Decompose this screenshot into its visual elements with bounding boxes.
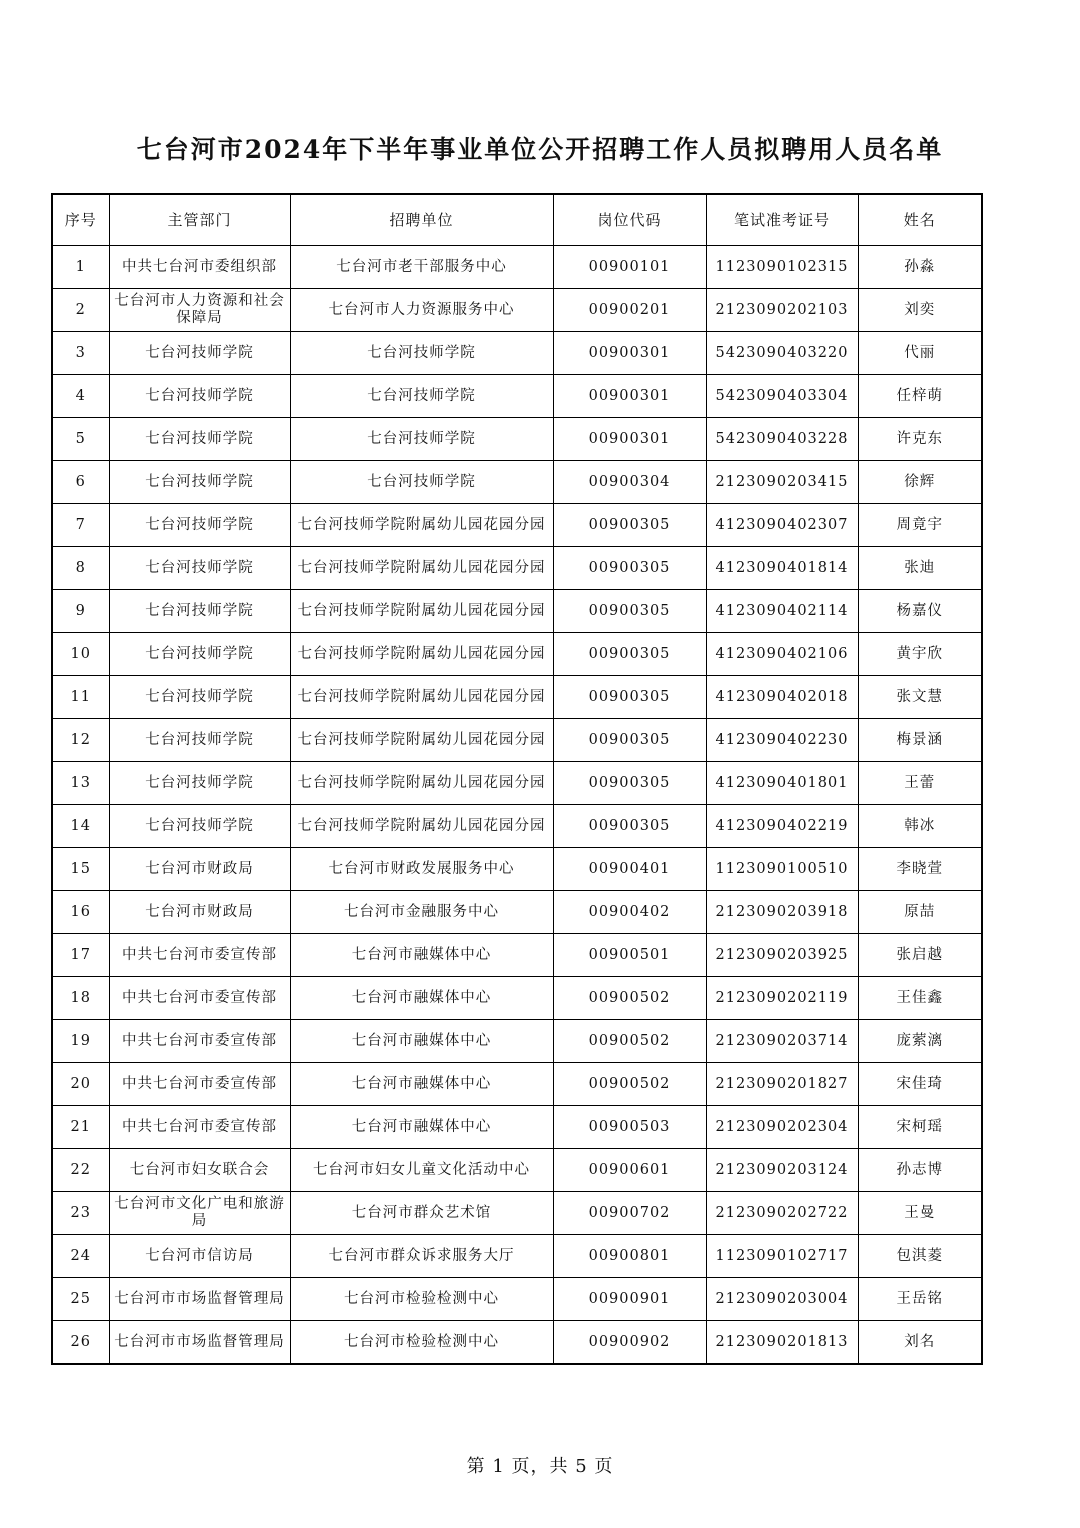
- table-row: [52, 676, 982, 719]
- cell-index: 24: [52, 1235, 109, 1278]
- header-department: 主管部门: [109, 194, 290, 246]
- cell-position-code: 00900201: [553, 289, 706, 332]
- cell-department: 七台河市人力资源和社会保障局: [109, 289, 290, 332]
- cell-department: 中共七台河市委宣传部: [109, 1106, 290, 1149]
- cell-employer: 七台河市检验检测中心: [290, 1321, 553, 1365]
- cell-employer: 七台河市融媒体中心: [290, 1063, 553, 1106]
- header-exam-number: 笔试准考证号: [706, 194, 858, 246]
- cell-index: 14: [52, 805, 109, 848]
- cell-department: 七台河技师学院: [109, 805, 290, 848]
- cell-position-code: 00900402: [553, 891, 706, 934]
- cell-index: 4: [52, 375, 109, 418]
- cell-department: 七台河技师学院: [109, 633, 290, 676]
- table-row: [52, 805, 982, 848]
- cell-name: 杨嘉仪: [858, 590, 982, 633]
- cell-exam-number: 2123090203004: [706, 1278, 858, 1321]
- cell-name: 任梓萌: [858, 375, 982, 418]
- cell-position-code: 00900502: [553, 977, 706, 1020]
- cell-department: 七台河市文化广电和旅游局: [109, 1192, 290, 1235]
- cell-department: 中共七台河市委宣传部: [109, 934, 290, 977]
- page-footer: 第 1 页，共 5 页: [466, 1456, 614, 1477]
- hiring-list-table: [51, 193, 983, 1365]
- cell-index: 15: [52, 848, 109, 891]
- cell-position-code: 00900305: [553, 547, 706, 590]
- cell-employer: 七台河技师学院: [290, 461, 553, 504]
- cell-employer: 七台河技师学院: [290, 375, 553, 418]
- cell-department: 七台河技师学院: [109, 762, 290, 805]
- cell-department: 七台河技师学院: [109, 332, 290, 375]
- table-row: [52, 547, 982, 590]
- cell-position-code: 00900101: [553, 246, 706, 289]
- header-employer: 招聘单位: [290, 194, 553, 246]
- cell-exam-number: 5423090403220: [706, 332, 858, 375]
- cell-employer: 七台河市金融服务中心: [290, 891, 553, 934]
- cell-department: 七台河市财政局: [109, 848, 290, 891]
- cell-position-code: 00900305: [553, 719, 706, 762]
- cell-name: 黄宇欣: [858, 633, 982, 676]
- cell-department: 中共七台河市委组织部: [109, 246, 290, 289]
- cell-position-code: 00900304: [553, 461, 706, 504]
- cell-employer: 七台河技师学院: [290, 418, 553, 461]
- cell-exam-number: 2123090201827: [706, 1063, 858, 1106]
- cell-exam-number: 1123090100510: [706, 848, 858, 891]
- cell-employer: 七台河市融媒体中心: [290, 1106, 553, 1149]
- cell-exam-number: 2123090202722: [706, 1192, 858, 1235]
- cell-department: 七台河市市场监督管理局: [109, 1321, 290, 1365]
- cell-index: 9: [52, 590, 109, 633]
- cell-employer: 七台河市融媒体中心: [290, 934, 553, 977]
- cell-position-code: 00900305: [553, 504, 706, 547]
- cell-index: 6: [52, 461, 109, 504]
- cell-department: 七台河市信访局: [109, 1235, 290, 1278]
- cell-name: 张文慧: [858, 676, 982, 719]
- cell-index: 17: [52, 934, 109, 977]
- cell-position-code: 00900801: [553, 1235, 706, 1278]
- table-row: [52, 1149, 982, 1192]
- cell-index: 16: [52, 891, 109, 934]
- cell-exam-number: 4123090401801: [706, 762, 858, 805]
- cell-employer: 七台河技师学院附属幼儿园花园分园: [290, 676, 553, 719]
- cell-employer: 七台河技师学院附属幼儿园花园分园: [290, 633, 553, 676]
- cell-name: 徐辉: [858, 461, 982, 504]
- cell-exam-number: 2123090202119: [706, 977, 858, 1020]
- cell-position-code: 00900305: [553, 590, 706, 633]
- cell-index: 8: [52, 547, 109, 590]
- cell-employer: 七台河市融媒体中心: [290, 977, 553, 1020]
- cell-name: 王佳鑫: [858, 977, 982, 1020]
- cell-exam-number: 2123090202304: [706, 1106, 858, 1149]
- table-row: [52, 891, 982, 934]
- table-row: [52, 762, 982, 805]
- cell-employer: 七台河技师学院附属幼儿园花园分园: [290, 719, 553, 762]
- cell-department: 七台河技师学院: [109, 547, 290, 590]
- cell-position-code: 00900902: [553, 1321, 706, 1365]
- cell-department: 七台河技师学院: [109, 590, 290, 633]
- cell-index: 21: [52, 1106, 109, 1149]
- table-row: [52, 1235, 982, 1278]
- cell-name: 宋佳琦: [858, 1063, 982, 1106]
- cell-index: 25: [52, 1278, 109, 1321]
- cell-employer: 七台河市妇女儿童文化活动中心: [290, 1149, 553, 1192]
- cell-exam-number: 4123090401814: [706, 547, 858, 590]
- cell-name: 李晓萱: [858, 848, 982, 891]
- cell-position-code: 00900305: [553, 676, 706, 719]
- cell-name: 韩冰: [858, 805, 982, 848]
- cell-employer: 七台河技师学院附属幼儿园花园分园: [290, 805, 553, 848]
- cell-name: 王曼: [858, 1192, 982, 1235]
- cell-exam-number: 2123090203918: [706, 891, 858, 934]
- table-row: [52, 1321, 982, 1365]
- cell-exam-number: 2123090203124: [706, 1149, 858, 1192]
- cell-name: 梅景涵: [858, 719, 982, 762]
- cell-employer: 七台河技师学院附属幼儿园花园分园: [290, 590, 553, 633]
- table-row: [52, 934, 982, 977]
- table-row: [52, 590, 982, 633]
- cell-name: 张启越: [858, 934, 982, 977]
- cell-exam-number: 5423090403228: [706, 418, 858, 461]
- cell-employer: 七台河技师学院附属幼儿园花园分园: [290, 547, 553, 590]
- cell-position-code: 00900401: [553, 848, 706, 891]
- cell-department: 七台河市市场监督管理局: [109, 1278, 290, 1321]
- cell-index: 2: [52, 289, 109, 332]
- table-row: [52, 848, 982, 891]
- cell-exam-number: 1123090102315: [706, 246, 858, 289]
- cell-index: 26: [52, 1321, 109, 1365]
- table-row: [52, 504, 982, 547]
- cell-name: 刘奕: [858, 289, 982, 332]
- cell-name: 原喆: [858, 891, 982, 934]
- table-row: [52, 332, 982, 375]
- cell-department: 七台河技师学院: [109, 719, 290, 762]
- cell-employer: 七台河市老干部服务中心: [290, 246, 553, 289]
- cell-exam-number: 4123090402114: [706, 590, 858, 633]
- cell-department: 中共七台河市委宣传部: [109, 1020, 290, 1063]
- cell-name: 刘名: [858, 1321, 982, 1365]
- cell-index: 11: [52, 676, 109, 719]
- cell-department: 中共七台河市委宣传部: [109, 1063, 290, 1106]
- cell-index: 10: [52, 633, 109, 676]
- table-row: [52, 246, 982, 289]
- cell-position-code: 00900305: [553, 762, 706, 805]
- cell-name: 张迪: [858, 547, 982, 590]
- cell-exam-number: 4123090402219: [706, 805, 858, 848]
- page-title: 七台河市2024年下半年事业单位公开招聘工作人员拟聘用人员名单: [136, 135, 944, 164]
- cell-name: 宋柯瑶: [858, 1106, 982, 1149]
- cell-department: 中共七台河市委宣传部: [109, 977, 290, 1020]
- cell-position-code: 00900702: [553, 1192, 706, 1235]
- cell-employer: 七台河市群众诉求服务大厅: [290, 1235, 553, 1278]
- cell-department: 七台河市妇女联合会: [109, 1149, 290, 1192]
- cell-department: 七台河市财政局: [109, 891, 290, 934]
- table-row: [52, 1063, 982, 1106]
- cell-index: 19: [52, 1020, 109, 1063]
- cell-index: 7: [52, 504, 109, 547]
- cell-employer: 七台河技师学院: [290, 332, 553, 375]
- cell-exam-number: 2123090203415: [706, 461, 858, 504]
- cell-index: 20: [52, 1063, 109, 1106]
- table-row: [52, 633, 982, 676]
- cell-name: 代丽: [858, 332, 982, 375]
- cell-department: 七台河技师学院: [109, 504, 290, 547]
- cell-employer: 七台河市检验检测中心: [290, 1278, 553, 1321]
- table-row: [52, 977, 982, 1020]
- cell-employer: 七台河技师学院附属幼儿园花园分园: [290, 504, 553, 547]
- cell-index: 18: [52, 977, 109, 1020]
- cell-department: 七台河技师学院: [109, 461, 290, 504]
- table-row: [52, 1192, 982, 1235]
- cell-exam-number: 4123090402106: [706, 633, 858, 676]
- table-row: [52, 375, 982, 418]
- cell-name: 庞萦漓: [858, 1020, 982, 1063]
- cell-exam-number: 2123090203714: [706, 1020, 858, 1063]
- cell-employer: 七台河市融媒体中心: [290, 1020, 553, 1063]
- cell-exam-number: 5423090403304: [706, 375, 858, 418]
- cell-index: 3: [52, 332, 109, 375]
- cell-name: 孙志博: [858, 1149, 982, 1192]
- cell-employer: 七台河市人力资源服务中心: [290, 289, 553, 332]
- cell-name: 孙淼: [858, 246, 982, 289]
- header-name: 姓名: [858, 194, 982, 246]
- cell-department: 七台河技师学院: [109, 418, 290, 461]
- cell-name: 包淇菱: [858, 1235, 982, 1278]
- cell-exam-number: 4123090402230: [706, 719, 858, 762]
- cell-index: 5: [52, 418, 109, 461]
- cell-position-code: 00900502: [553, 1063, 706, 1106]
- cell-exam-number: 4123090402307: [706, 504, 858, 547]
- cell-employer: 七台河技师学院附属幼儿园花园分园: [290, 762, 553, 805]
- cell-employer: 七台河市群众艺术馆: [290, 1192, 553, 1235]
- table-row: [52, 461, 982, 504]
- cell-position-code: 00900901: [553, 1278, 706, 1321]
- cell-index: 22: [52, 1149, 109, 1192]
- header-index: 序号: [52, 194, 109, 246]
- table-header-row: [52, 194, 982, 246]
- cell-exam-number: 4123090402018: [706, 676, 858, 719]
- cell-index: 1: [52, 246, 109, 289]
- table-row: [52, 418, 982, 461]
- table-row: [52, 1020, 982, 1063]
- cell-department: 七台河技师学院: [109, 676, 290, 719]
- table-row: [52, 1278, 982, 1321]
- cell-position-code: 00900501: [553, 934, 706, 977]
- cell-position-code: 00900301: [553, 332, 706, 375]
- cell-exam-number: 1123090102717: [706, 1235, 858, 1278]
- cell-employer: 七台河市财政发展服务中心: [290, 848, 553, 891]
- cell-department: 七台河技师学院: [109, 375, 290, 418]
- cell-position-code: 00900305: [553, 805, 706, 848]
- header-position-code: 岗位代码: [553, 194, 706, 246]
- cell-position-code: 00900503: [553, 1106, 706, 1149]
- cell-name: 王蕾: [858, 762, 982, 805]
- cell-index: 23: [52, 1192, 109, 1235]
- cell-position-code: 00900305: [553, 633, 706, 676]
- cell-position-code: 00900601: [553, 1149, 706, 1192]
- cell-position-code: 00900301: [553, 418, 706, 461]
- table-body: [52, 246, 982, 1365]
- cell-index: 12: [52, 719, 109, 762]
- cell-index: 13: [52, 762, 109, 805]
- cell-position-code: 00900502: [553, 1020, 706, 1063]
- table-row: [52, 1106, 982, 1149]
- cell-exam-number: 2123090201813: [706, 1321, 858, 1365]
- table-row: [52, 289, 982, 332]
- cell-exam-number: 2123090203925: [706, 934, 858, 977]
- cell-name: 许克东: [858, 418, 982, 461]
- cell-position-code: 00900301: [553, 375, 706, 418]
- table-row: [52, 719, 982, 762]
- cell-exam-number: 2123090202103: [706, 289, 858, 332]
- cell-name: 周竟宇: [858, 504, 982, 547]
- cell-name: 王岳铭: [858, 1278, 982, 1321]
